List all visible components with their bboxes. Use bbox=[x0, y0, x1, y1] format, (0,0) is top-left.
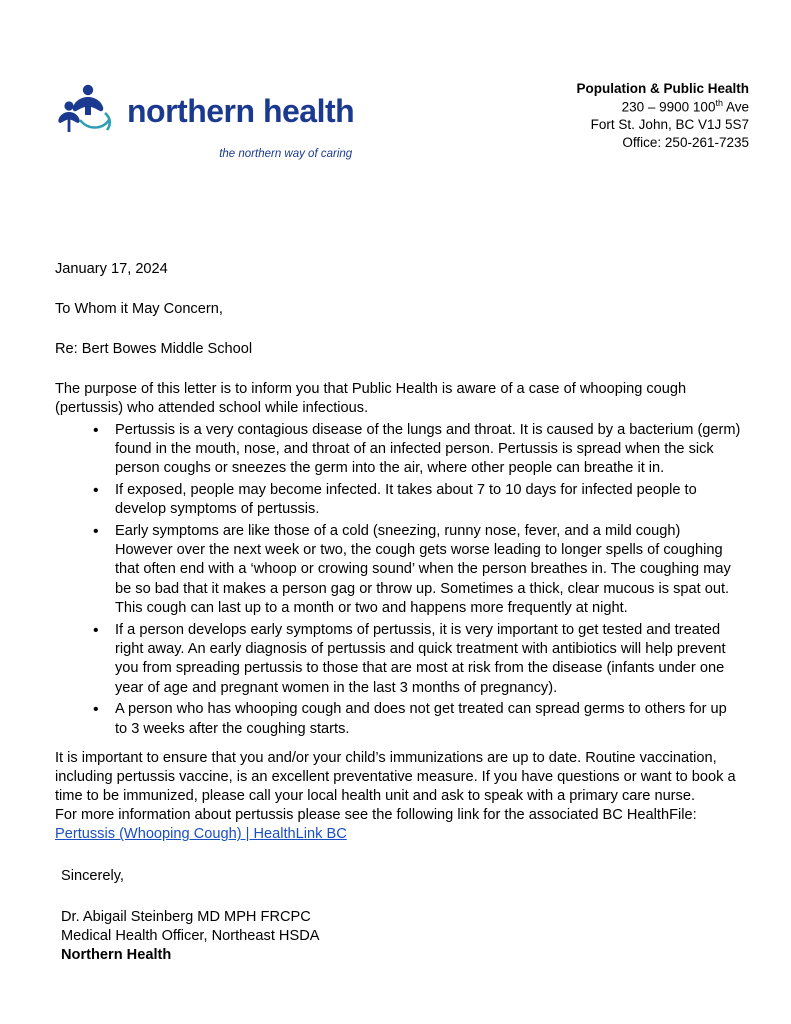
sign-off: Sincerely, bbox=[61, 867, 124, 884]
signature-gap bbox=[55, 845, 741, 867]
address-street: 230 – 9900 100 bbox=[621, 99, 716, 115]
list-item: • If exposed, people may become infected. It takes about 7 to 10 days for infected people to develop symptoms of pertussis. bbox=[93, 481, 741, 520]
address-line-2 bbox=[576, 98, 749, 116]
northern-health-logo-icon bbox=[55, 80, 117, 142]
letter-salutation: To Whom it May Concern, bbox=[55, 301, 223, 318]
address-line-3: Fort St. John, BC V1J 5S7 bbox=[590, 117, 749, 133]
signer-organization: Northern Health bbox=[61, 946, 172, 963]
letter-body bbox=[0, 260, 791, 965]
address-street-type: Ave bbox=[722, 99, 749, 115]
signature-space bbox=[61, 886, 741, 908]
list-item: • If a person develops early symptoms of pertussis, it is very important to get tested and treated right away. An early diagnosis of pertussis and quick treatment with antibiotics will help prevent you from spreading pertussis to those that are most at risk from the disease (infants under one year of age and pregnant women in the last 3 months of pregnancy). bbox=[93, 621, 741, 699]
address-line-4: Office: 250-261-7235 bbox=[622, 134, 749, 150]
address-line-1: Population & Public Health bbox=[576, 81, 749, 96]
letterhead bbox=[0, 0, 791, 160]
letter-subject: Re: Bert Bowes Middle School bbox=[55, 341, 253, 358]
list-item: • Early symptoms are like those of a cold (sneezing, runny nose, fever, and a mild cough) However over the next week or two, the cough gets worse leading to longer spells of coughing that often end with a ‘whoop or crowing sound’ when the person breathes in. The coughing may be so bad that it makes a person gag or throw up. Sometimes a thick, clear mucous is spat out. This cough can last up to a month or two and happens more frequently at night. bbox=[93, 522, 741, 619]
list-item: • A person who has whooping cough and does not get treated can spread germs to others for up to 3 weeks after the coughing starts. bbox=[93, 700, 741, 739]
letter-intro-paragraph: The purpose of this letter is to inform you that Public Health is aware of a case of whooping cough (pertussis) who attended school while infectious. bbox=[55, 381, 687, 417]
logo-tagline: the northern way of caring bbox=[219, 148, 353, 160]
list-item: • Pertussis is a very contagious disease of the lungs and throat. It is caused by a bacterium (germ) found in the mouth, nose, and throat of an infected person. Pertussis is spread when the sick person coughs or sneezes the germ into the air, where other people can breathe it in. bbox=[93, 421, 741, 479]
signer-name: Dr. Abigail Steinberg MD MPH FRCPC bbox=[61, 908, 311, 925]
pertussis-facts-list bbox=[55, 421, 741, 740]
address-ordinal-suffix: th bbox=[715, 97, 723, 108]
healthlink-bc-link[interactable]: Pertussis (Whooping Cough) | HealthLink BC bbox=[55, 826, 347, 843]
northern-health-logo bbox=[55, 70, 354, 160]
header-body-spacer bbox=[0, 160, 791, 260]
logo-wordmark: northern health bbox=[127, 93, 355, 129]
sender-address bbox=[576, 70, 749, 152]
signer-title: Medical Health Officer, Northeast HSDA bbox=[61, 927, 320, 944]
letter-date: January 17, 2024 bbox=[55, 261, 168, 277]
signature-block bbox=[55, 867, 741, 965]
healthfile-link-intro: For more information about pertussis please see the following link for the associated BC HealthFile: bbox=[55, 807, 697, 824]
letter-closing-paragraph: It is important to ensure that you and/or your child’s immunizations are up to date. Routine vaccination, including pertussis vaccine, is an excellent preventative measure. If you have questions or want to book a time to be immunized, please call your local health unit and ask to speak with a primary care nurse. bbox=[55, 750, 736, 805]
healthfile-link-wrapper bbox=[55, 825, 741, 844]
